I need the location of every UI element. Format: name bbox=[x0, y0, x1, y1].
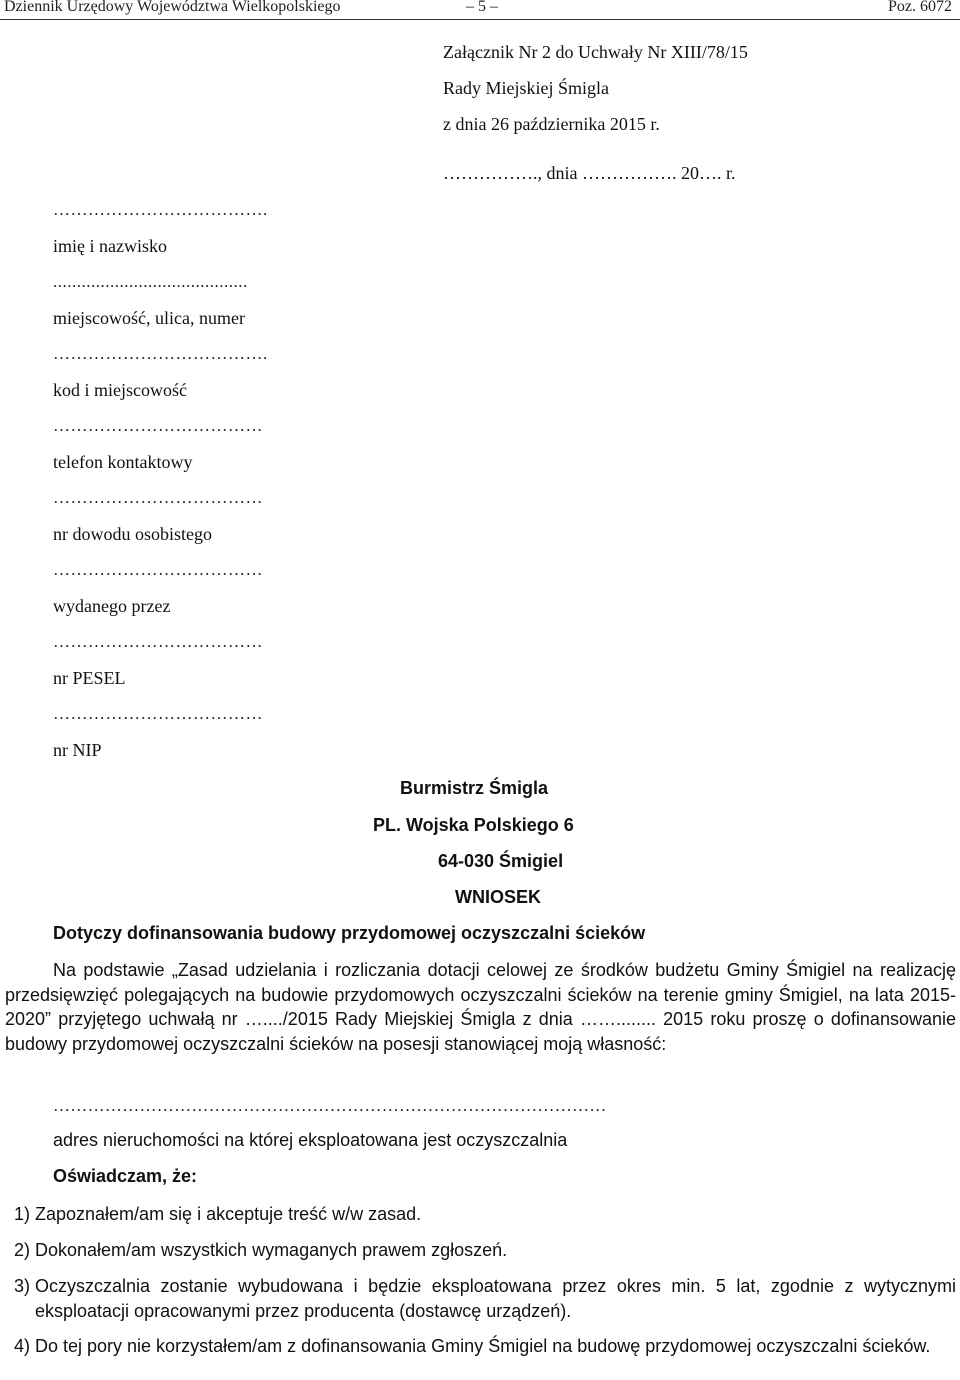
address-dots: ......................................... bbox=[53, 272, 248, 291]
property-address-label: adres nieruchomości na której eksploatowana jest oczyszczalnia bbox=[53, 1130, 568, 1150]
item-text: Dokonałem/am wszystkich wymaganych prawem zgłoszeń. bbox=[35, 1240, 508, 1260]
declaration-item bbox=[14, 1274, 956, 1323]
issued-by-label: wydanego przez bbox=[53, 596, 171, 616]
declaration-item bbox=[14, 1334, 956, 1359]
page-number: – 5 – bbox=[466, 0, 498, 15]
addressee-city: 64-030 Śmigiel bbox=[438, 851, 564, 871]
phone-label: telefon kontaktowy bbox=[53, 452, 193, 472]
attachment-line-3: z dnia 26 października 2015 r. bbox=[443, 114, 660, 134]
journal-title: Dziennik Urzędowy Województwa Wielkopolskiego bbox=[4, 0, 341, 15]
position-number: Poz. 6072 bbox=[888, 0, 952, 15]
declaration-heading: Oświadczam, że: bbox=[53, 1166, 198, 1186]
document-title: WNIOSEK bbox=[455, 887, 542, 907]
item-number: 3) bbox=[14, 1276, 31, 1296]
address-label: miejscowość, ulica, numer bbox=[53, 308, 245, 328]
item-text: Do tej pory nie korzystałem/am z dofinansowania Gminy Śmigiel na budowę przydomowej oczyszczalni ścieków. bbox=[35, 1336, 931, 1356]
pesel-label: nr PESEL bbox=[53, 668, 126, 688]
declaration-item bbox=[14, 1202, 956, 1227]
attachment-line-1: Załącznik Nr 2 do Uchwały Nr XIII/78/15 bbox=[443, 42, 748, 62]
item-number: 2) bbox=[14, 1240, 31, 1260]
attachment-line-2: Rady Miejskiej Śmigla bbox=[443, 78, 609, 98]
nip-dots: ……………………………… bbox=[53, 704, 263, 723]
addressee-street: PL. Wojska Polskiego 6 bbox=[373, 815, 574, 835]
property-address-dots: …………………………………………………………………………………… bbox=[53, 1096, 607, 1115]
item-text: Oczyszczalnia zostanie wybudowana i będzie eksploatowana przez okres min. 5 lat, zgodnie z wytycznymi eksploatacji opracowanymi przez producenta (dostawcę urządzeń). bbox=[35, 1276, 956, 1321]
declaration-item bbox=[14, 1238, 956, 1263]
id-card-dots: ……………………………… bbox=[53, 488, 263, 507]
postal-label: kod i miejscowość bbox=[53, 380, 187, 400]
header-divider bbox=[0, 19, 960, 20]
place-date-line: ……………., dnia ……………. 20…. r. bbox=[443, 163, 736, 183]
name-dots: ………………………………. bbox=[53, 200, 268, 219]
nip-label: nr NIP bbox=[53, 740, 102, 760]
name-label: imię i nazwisko bbox=[53, 236, 167, 256]
postal-dots: ………………………………. bbox=[53, 344, 268, 363]
addressee-name: Burmistrz Śmigla bbox=[400, 778, 549, 798]
request-paragraph: Na podstawie „Zasad udzielania i rozliczania dotacji celowej ze środków budżetu Gminy Śmigiel na realizację przedsięwzięć polegających na budowie przydomowych oczyszczalni ścieków na terenie gminy Śmigiel, na lata 2015-2020” przyjętego uchwałą nr …..../2015 Rady Miejskiej Śmigla z dnia ……........ 2015 roku proszę o dofinansowanie budowy przydomowej oczyszczalni ścieków na posesji stanowiącej moją własność: bbox=[5, 960, 956, 1054]
pesel-dots: ……………………………… bbox=[53, 632, 263, 651]
item-number: 4) bbox=[14, 1336, 31, 1356]
id-card-label: nr dowodu osobistego bbox=[53, 524, 212, 544]
item-text: Zapoznałem/am się i akceptuje treść w/w zasad. bbox=[35, 1204, 422, 1224]
issued-by-dots: ……………………………… bbox=[53, 560, 263, 579]
item-number: 1) bbox=[14, 1204, 31, 1224]
subject-line: Dotyczy dofinansowania budowy przydomowej oczyszczalni ścieków bbox=[53, 923, 646, 943]
phone-dots: ……………………………… bbox=[53, 416, 263, 435]
